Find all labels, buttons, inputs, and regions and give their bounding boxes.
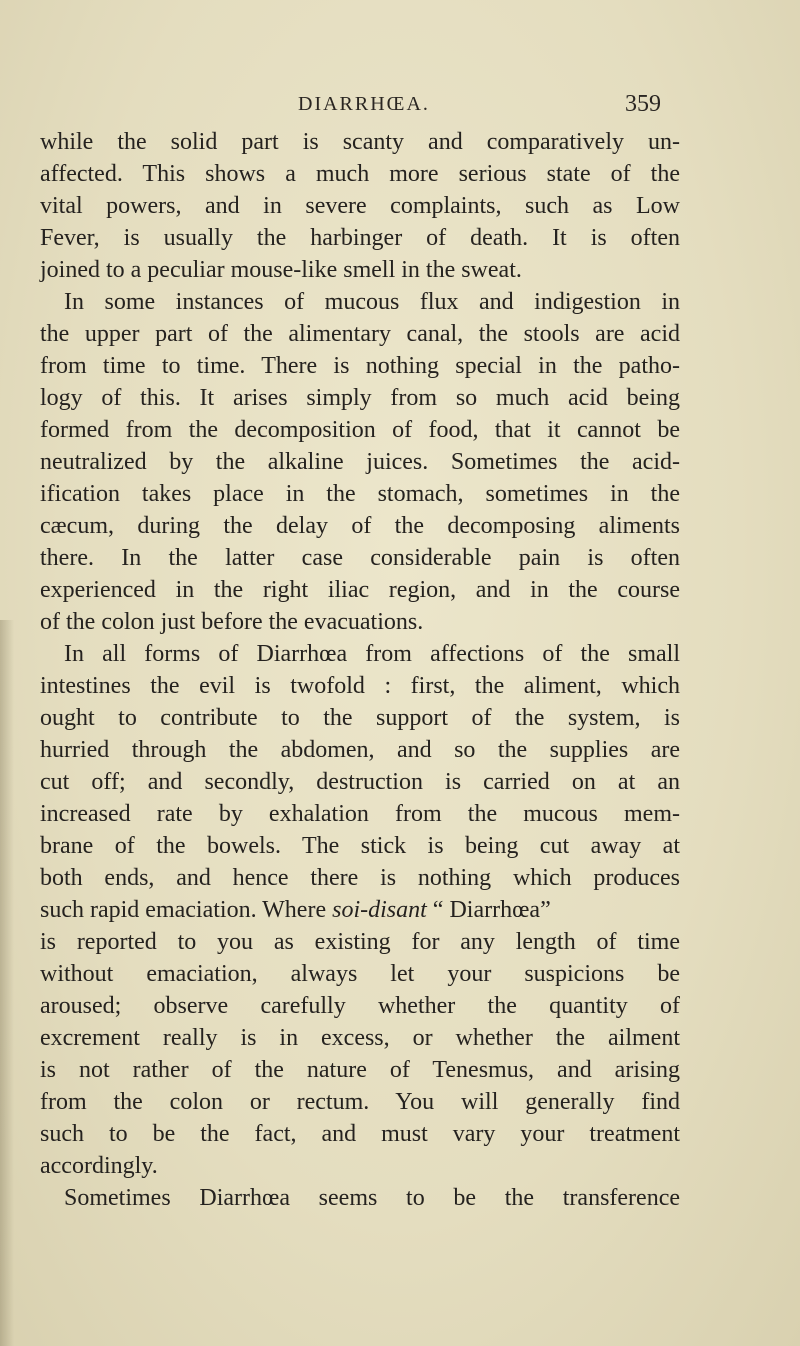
text-line: both ends, and hence there is nothing which produces	[40, 865, 680, 891]
text-line: from the colon or rectum. You will generally find	[40, 1089, 680, 1115]
text-line: experienced in the right iliac region, and in the course	[40, 577, 680, 603]
text-segment: “ Diarrhœa”	[432, 897, 551, 923]
text-line: neutralized by the alkaline juices. Sometimes the acid-	[40, 449, 680, 475]
text-line: intestines the evil is twofold : first, the aliment, which	[40, 673, 680, 699]
text-line: joined to a peculiar mouse-like smell in the sweat.	[40, 257, 522, 283]
text-line: from time to time. There is nothing special in the patho-	[40, 353, 680, 379]
text-line: logy of this. It arises simply from so much acid being	[40, 385, 680, 411]
text-line: is not rather of the nature of Tenesmus, and arising	[40, 1057, 680, 1083]
text-line: cæcum, during the delay of the decomposing aliments	[40, 513, 680, 539]
text-line: is reported to you as existing for any length of time	[40, 929, 680, 955]
page-header	[0, 93, 800, 123]
italic-term: soi-disant	[332, 897, 427, 923]
page-number: 359	[625, 91, 661, 117]
text-line: Sometimes Diarrhœa seems to be the transference	[64, 1185, 680, 1211]
text-line: In some instances of mucous flux and indigestion in	[64, 289, 680, 315]
text-line: such to be the fact, and must vary your treatment	[40, 1121, 680, 1147]
text-line: Fever, is usually the harbinger of death. It is often	[40, 225, 680, 251]
running-head: DIARRHŒA.	[298, 93, 430, 115]
text-line: hurried through the abdomen, and so the supplies are	[40, 737, 680, 763]
text-line: of the colon just before the evacuations.	[40, 609, 424, 635]
page-edge-shadow	[0, 620, 14, 1346]
text-line: aroused; observe carefully whether the quantity of	[40, 993, 680, 1019]
text-line: brane of the bowels. The stick is being cut away at	[40, 833, 680, 859]
text-line: there. In the latter case considerable pain is often	[40, 545, 680, 571]
text-line: In all forms of Diarrhœa from affections of the small	[64, 641, 680, 667]
text-line: increased rate by exhalation from the mucous mem-	[40, 801, 680, 827]
text-line: the upper part of the alimentary canal, the stools are acid	[40, 321, 680, 347]
text-line: accordingly.	[40, 1153, 158, 1179]
text-line: formed from the decomposition of food, that it cannot be	[40, 417, 680, 443]
text-line: cut off; and secondly, destruction is carried on at an	[40, 769, 680, 795]
text-line: ification takes place in the stomach, sometimes in the	[40, 481, 680, 507]
text-line: vital powers, and in severe complaints, such as Low	[40, 193, 680, 219]
text-line: ought to contribute to the support of the system, is	[40, 705, 680, 731]
text-line: excrement really is in excess, or whether the ailment	[40, 1025, 680, 1051]
text-line-with-italic	[40, 894, 680, 926]
text-line: without emaciation, always let your suspicions be	[40, 961, 680, 987]
text-segment: such rapid emaciation. Where	[40, 897, 327, 923]
text-line: while the solid part is scanty and comparatively un-	[40, 129, 680, 155]
text-line: affected. This shows a much more serious state of the	[40, 161, 680, 187]
